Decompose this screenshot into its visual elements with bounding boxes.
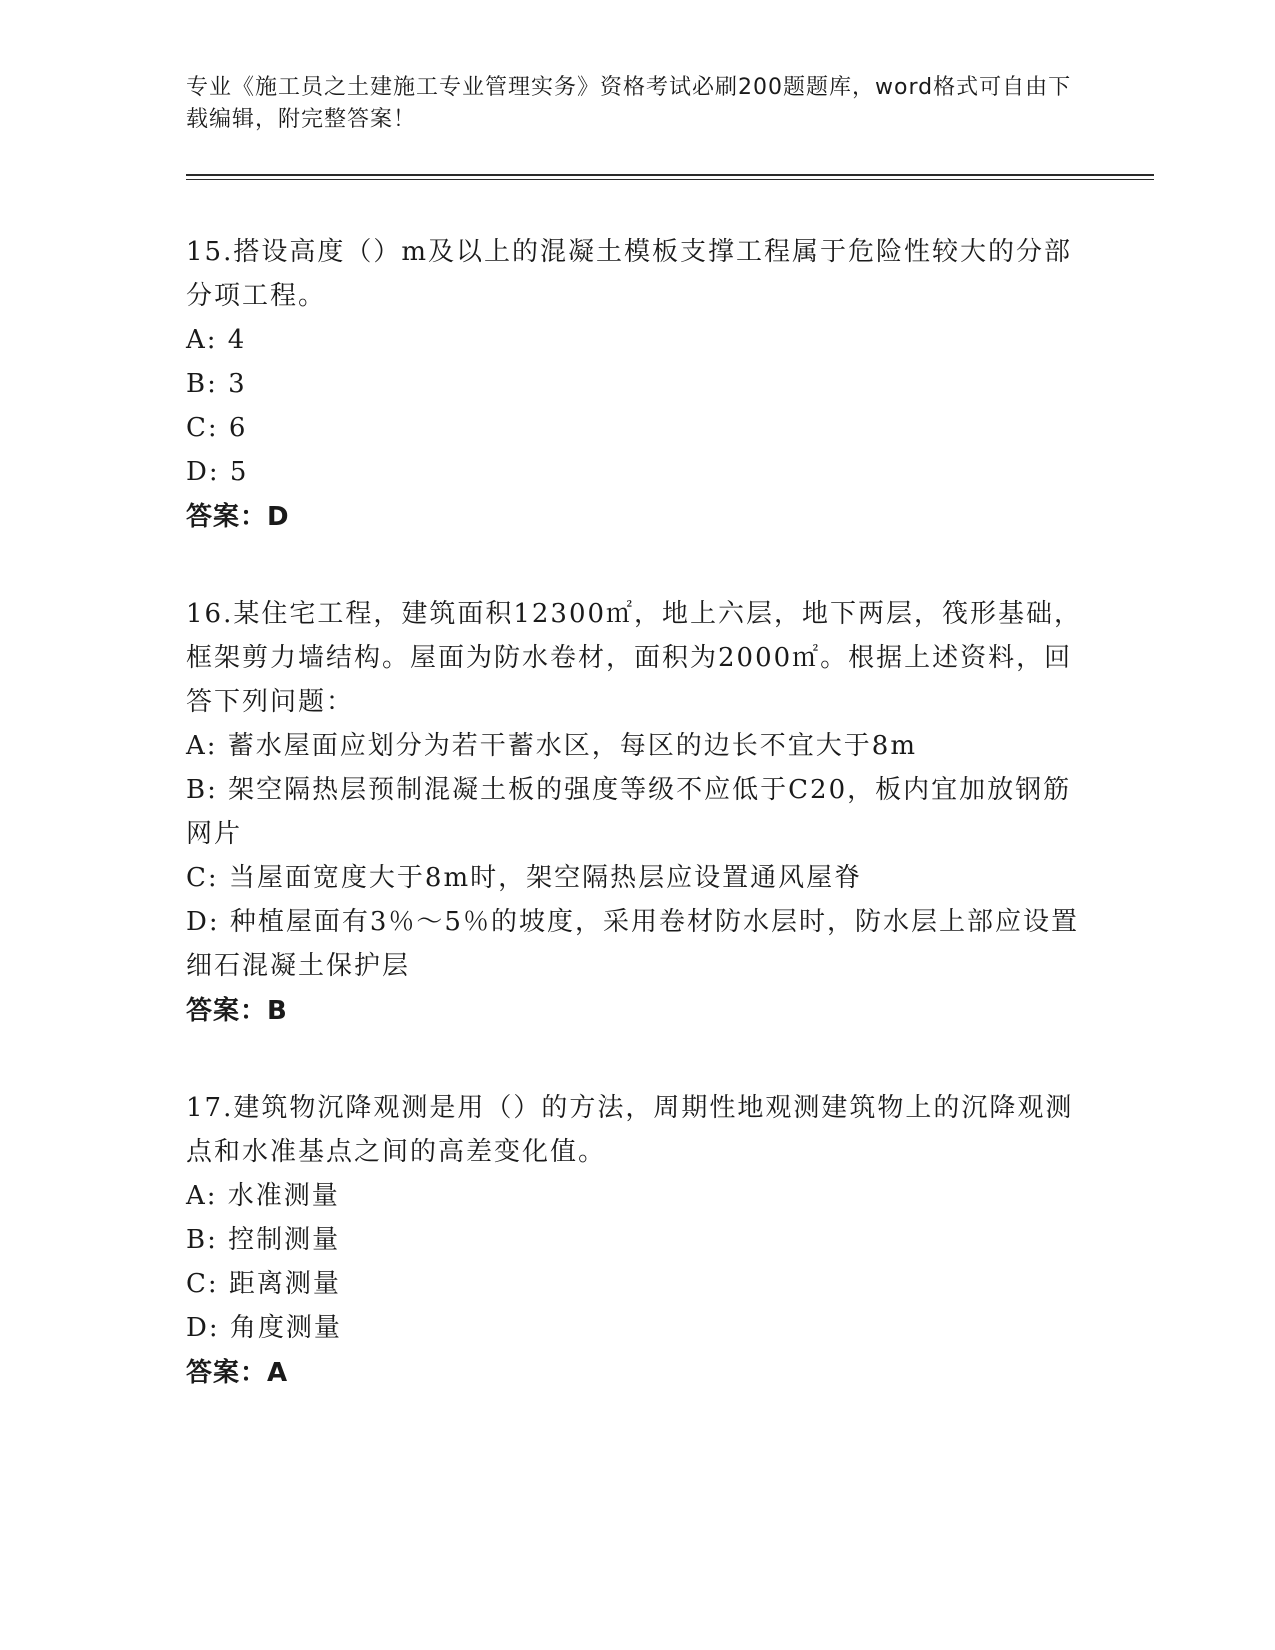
- option-a: A: 蓄水屋面应划分为若干蓄水区，每区的边长不宜大于8m: [186, 731, 917, 761]
- option-c: C: 6: [186, 413, 248, 443]
- option-c: C: 距离测量: [186, 1269, 341, 1299]
- answer: 答案：A: [186, 1358, 289, 1388]
- option-d: D: 5: [186, 457, 249, 487]
- question-17: [186, 1086, 1156, 1396]
- question-15: [186, 230, 1156, 540]
- question-16: [186, 592, 1156, 1034]
- question-stem: 17.建筑物沉降观测是用（）的方法，周期性地观测建筑物上的沉降观测点和水准基点之间的高差变化值。: [186, 1093, 1074, 1167]
- option-a: A: 水准测量: [186, 1181, 340, 1211]
- option-b: B: 架空隔热层预制混凝土板的强度等级不应低于C20，板内宜加放钢筋网片: [186, 775, 1072, 849]
- document-header: 专业《施工员之土建施工专业管理实务》资格考试必刷200题题库，word格式可自由下载编辑，附完整答案！: [186, 75, 1072, 132]
- question-stem: 16.某住宅工程，建筑面积12300㎡，地上六层，地下两层，筏形基础，框架剪力墙结构。屋面为防水卷材，面积为2000㎡。根据上述资料，回答下列问题：: [186, 599, 1083, 717]
- question-stem: 15.搭设高度（）m及以上的混凝土模板支撑工程属于危险性较大的分部分项工程。: [186, 237, 1073, 311]
- header-divider: [186, 174, 1154, 180]
- answer: 答案：D: [186, 502, 290, 532]
- option-b: B: 控制测量: [186, 1225, 341, 1255]
- option-d: D: 角度测量: [186, 1313, 342, 1343]
- document-page: [186, 72, 1156, 1396]
- answer: 答案：B: [186, 996, 288, 1026]
- option-a: A: 4: [186, 325, 247, 355]
- option-c: C: 当屋面宽度大于8m时，架空隔热层应设置通风屋脊: [186, 863, 863, 893]
- option-b: B: 3: [186, 369, 247, 399]
- option-d: D: 种植屋面有3％～5％的坡度，采用卷材防水层时，防水层上部应设置细石混凝土保护层: [186, 907, 1079, 981]
